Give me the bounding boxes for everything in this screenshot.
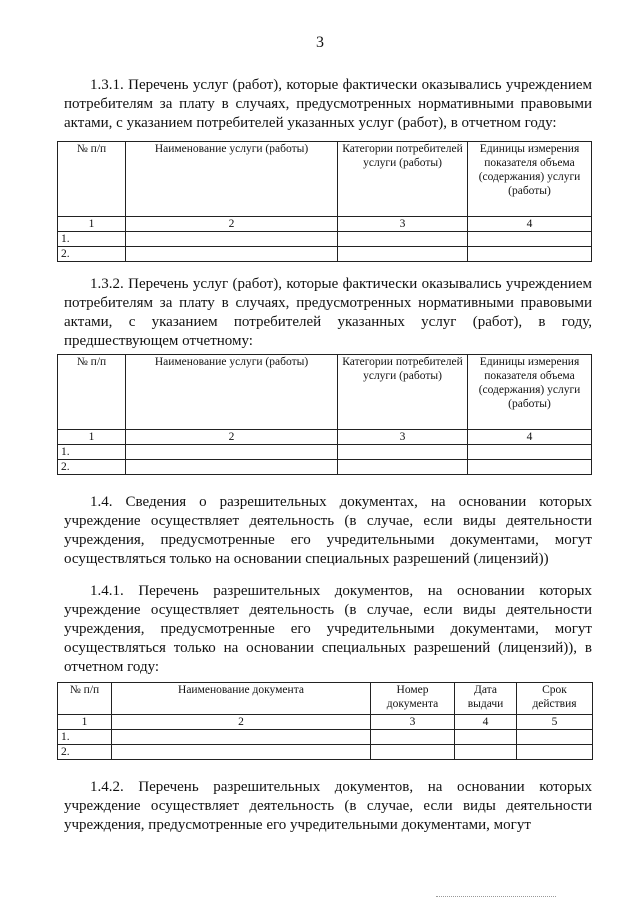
column-number: 2	[126, 217, 338, 232]
header-cell-issue-date: Дата выдачи	[455, 683, 517, 715]
table-row	[58, 730, 593, 745]
table-cell	[468, 460, 592, 475]
table-header-row	[58, 355, 592, 430]
table-row	[58, 247, 592, 262]
table-cell	[338, 247, 468, 262]
table-row	[58, 445, 592, 460]
page-number: 3	[316, 34, 324, 51]
header-cell-document-number: Номер документа	[371, 683, 455, 715]
table-cell	[112, 745, 371, 760]
services-table-current-year	[57, 141, 592, 262]
section-1-4-2-text: 1.4.2. Перечень разрешительных документов, на основании которых учреждение осуществляет деятельность (в случае, если виды деятельности учреждения, предусмотренные его учредительными документами, могут	[64, 779, 592, 833]
header-cell-number: № п/п	[58, 142, 126, 217]
table-cell	[468, 232, 592, 247]
column-number: 3	[338, 430, 468, 445]
header-cell-units: Единицы измерения показателя объема (содержания) услуги (работы)	[468, 355, 592, 430]
table-cell	[517, 730, 593, 745]
table-cell	[371, 745, 455, 760]
scan-artifact	[436, 896, 556, 901]
column-number: 2	[112, 715, 371, 730]
section-1-3-1-text: 1.3.1. Перечень услуг (работ), которые фактически оказывались учреждением потребителям за плату в случаях, предусмотренных нормативными правовыми актами, с указанием потребителей указанных услуг (работ), в отчетном году:	[64, 77, 592, 131]
column-number: 1	[58, 217, 126, 232]
column-number: 4	[468, 430, 592, 445]
table-row	[58, 232, 592, 247]
header-cell-validity-period: Срок действия	[517, 683, 593, 715]
header-cell-service-name: Наименование услуги (работы)	[126, 142, 338, 217]
column-number-row	[58, 217, 592, 232]
row-number: 1.	[58, 730, 112, 745]
column-number: 4	[468, 217, 592, 232]
table-cell	[338, 445, 468, 460]
column-number: 2	[126, 430, 338, 445]
header-cell-document-name: Наименование документа	[112, 683, 371, 715]
header-cell-units: Единицы измерения показателя объема (содержания) услуги (работы)	[468, 142, 592, 217]
column-number: 4	[455, 715, 517, 730]
column-number: 3	[371, 715, 455, 730]
table-header-row	[58, 142, 592, 217]
row-number: 2.	[58, 247, 126, 262]
section-1-4-1-text: 1.4.1. Перечень разрешительных документов, на основании которых учреждение осуществляет деятельность (в случае, если виды деятельности учреждения, предусмотренные его учредительными документами, могут осуществляться только на основании специальных разрешений (лицензий)), в отчетном году:	[64, 583, 592, 675]
table-cell	[126, 445, 338, 460]
table-cell	[126, 247, 338, 262]
permits-table-current-year	[57, 682, 593, 760]
column-number: 3	[338, 217, 468, 232]
row-number: 2.	[58, 460, 126, 475]
table-cell	[338, 232, 468, 247]
table-cell	[338, 460, 468, 475]
table-cell	[517, 745, 593, 760]
table-cell	[126, 232, 338, 247]
table-row	[58, 460, 592, 475]
header-cell-number: № п/п	[58, 683, 112, 715]
column-number: 1	[58, 715, 112, 730]
row-number: 1.	[58, 445, 126, 460]
column-number: 5	[517, 715, 593, 730]
section-1-4-text: 1.4. Сведения о разрешительных документах, на основании которых учреждение осуществляет деятельность (в случае, если виды деятельности учреждения, предусмотренные его учредительными документами, могут осуществляться только на основании специальных разрешений (лицензий))	[64, 494, 592, 567]
services-table-previous-year	[57, 354, 592, 475]
header-cell-number: № п/п	[58, 355, 126, 430]
row-number: 1.	[58, 232, 126, 247]
section-1-3-2-text: 1.3.2. Перечень услуг (работ), которые фактически оказывались учреждением потребителям за плату в случаях, предусмотренных нормативными правовыми актами, с указанием потребителей указанных услуг (работ), в году, предшествующем отчетному:	[64, 276, 592, 349]
table-row	[58, 745, 593, 760]
table-cell	[455, 730, 517, 745]
header-cell-consumer-category: Категории потребителей услуги (работы)	[338, 142, 468, 217]
row-number: 2.	[58, 745, 112, 760]
table-header-row	[58, 683, 593, 715]
table-cell	[468, 247, 592, 262]
header-cell-consumer-category: Категории потребителей услуги (работы)	[338, 355, 468, 430]
table-cell	[112, 730, 371, 745]
table-cell	[468, 445, 592, 460]
header-cell-service-name: Наименование услуги (работы)	[126, 355, 338, 430]
column-number: 1	[58, 430, 126, 445]
column-number-row	[58, 715, 593, 730]
table-cell	[455, 745, 517, 760]
column-number-row	[58, 430, 592, 445]
table-cell	[371, 730, 455, 745]
table-cell	[126, 460, 338, 475]
